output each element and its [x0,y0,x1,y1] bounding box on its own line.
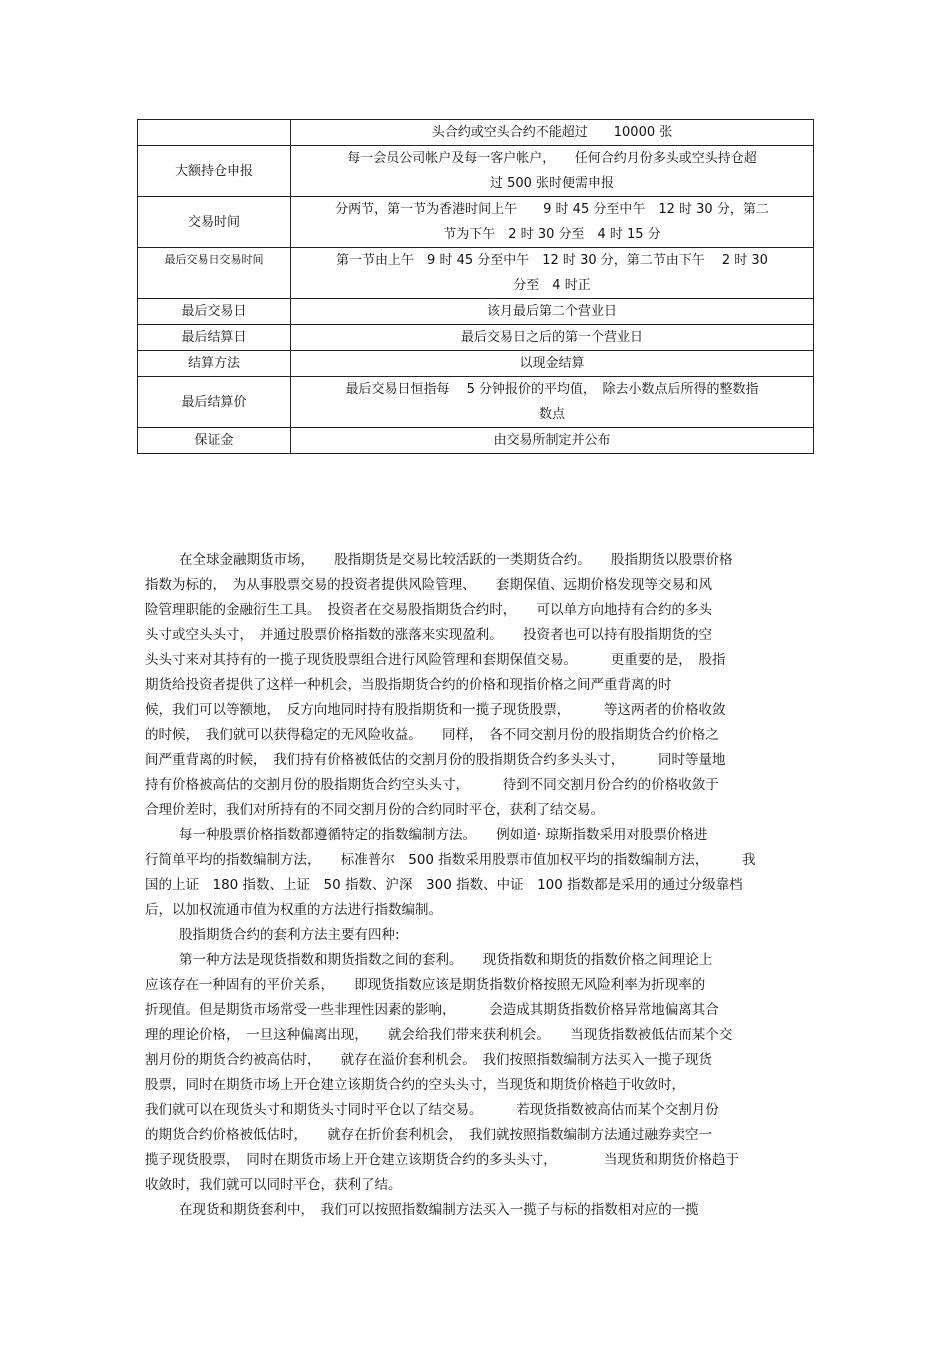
row-value: 最后交易日之后的第一个营业日 [291,325,814,351]
row-value: 由交易所制定并公布 [291,428,814,454]
row-label: 保证金 [138,428,291,454]
row-label: 大额持仓申报 [138,146,291,197]
paragraph: 在全球金融期货市场， 股指期货是交易比较活跃的一类期货合约。 股指期货以股票价格 指数为标的， 为从事股票交易的投资者提供风险管理、 套期保值、远期价格发现等交易和风 险管理职能的金融衍生工具。 投资者在交易股指期货合约时， 可以单方向地持有合约的多头 头寸或空头头寸， 并通过股票价格指数的涨落来实现盈利。 投资者也可以持有股指期货的空 头头寸来对其持有的一揽子现货股票组合进行风险管理和套期保值交易。 更重要的是， 股指 期货给投资者提供了这样一种机会，当股指期货合约的价格和现指价格之间严重背离的时 候，我们可以等额地， 反方向地同时持有股指期货和一揽子现货股票， 等这两者的价格收敛 的时候， 我们就可以获得稳定的无风险收益。 同样， 各不同交割月份的股指期货合约价格之 间严重背离的时候， 我们持有价格被低估的交割月份的股指期货合约多头头寸， 同时等量地 持有价格被高估的交割月份的股指期货合约空头头寸， 待到不同交割月份合约的价格收敛于 合理价差时，我们对所持有的不同交割月份的合约同时平仓，获利了结交易。 [145,552,733,818]
row-value: 第一节由上午 9 时 45 分至中午 12 时 30 分，第二节由下午 2 时 30 分至 4 时正 [291,248,814,299]
paragraph: 第一种方法是现货指数和期货指数之间的套利。 现货指数和期货的指数价格之间理论上 应该存在一种固有的平价关系， 即现货指数应该是期货指数价格按照无风险利率为折现率的 折现值。但是期货市场常受一些非理性因素的影响， 会造成其期货指数价格异常地偏离其合 理的理论价格， 一旦这种偏离出现， 就会给我们带来获利机会。 当现货指数被低估而某个交 割月份的期货合约被高估时， 就存在溢价套利机会。 我们按照指数编制方法买入一揽子现货 股票，同时在期货市场上开仓建立该期货合约的空头头寸，当现货和期货价格趋于收敛时， 我们就可以在现货头寸和期货头寸同时平仓以了结交易。 若现货指数被高估而某个交割月份 的期货合约价格被低估时， 就存在折价套利机会， 我们就按照指数编制方法通过融券卖空一 揽子现货股票， 同时在期货市场上开仓建立该期货合约的多头头寸， 当现货和期货价格趋于 收敛时，我们就可以同时平仓，获利了结。 [145,952,739,1193]
row-value: 以现金结算 [291,351,814,377]
row-label: 最后结算价 [138,377,291,428]
table-row [138,120,814,146]
row-value: 最后交易日恒指每 5 分钟报价的平均值， 除去小数点后所得的整数指 数点 [291,377,814,428]
row-label: 最后交易日交易时间 [138,248,291,299]
row-value: 分两节，第一节为香港时间上午 9 时 45 分至中午 12 时 30 分，第二 节为下午 2 时 30 分至 4 时 15 分 [291,197,814,248]
row-label: 最后结算日 [138,325,291,351]
table-row [138,351,814,377]
table-row [138,197,814,248]
row-value: 该月最后第二个营业日 [291,299,814,325]
table-row [138,377,814,428]
table-row [138,428,814,454]
paragraph: 股指期货合约的套利方法主要有四种: [179,927,400,943]
table-row [138,299,814,325]
row-label: 最后交易日 [138,299,291,325]
row-label: 交易时间 [138,197,291,248]
table-row [138,325,814,351]
paragraph: 每一种股票价格指数都遵循特定的指数编制方法。 例如道· 琼斯指数采用对股票价格进 行简单平均的指数编制方法， 标准普尔 500 指数采用股票市值加权平均的指数编制方法， 我 国的上证 180 指数、上证 50 指数、沪深 300 指数、中证 100 指数都是采用的通过分级靠档 后，以加权流通市值为权重的方法进行指数编制。 [145,827,756,918]
paragraph: 在现货和期货套利中， 我们可以按照指数编制方法买入一揽子与标的指数相对应的一揽 [179,1202,699,1218]
row-label [138,120,291,146]
contract-spec-table [137,119,814,454]
body-text [145,548,810,1223]
row-value: 每一会员公司帐户及每一客户帐户， 任何合约月份多头或空头持仓超 过 500 张时便需申报 [291,146,814,197]
row-label: 结算方法 [138,351,291,377]
table-row [138,248,814,299]
table-row [138,146,814,197]
row-value: 头合约或空头合约不能超过 10000 张 [291,120,814,146]
